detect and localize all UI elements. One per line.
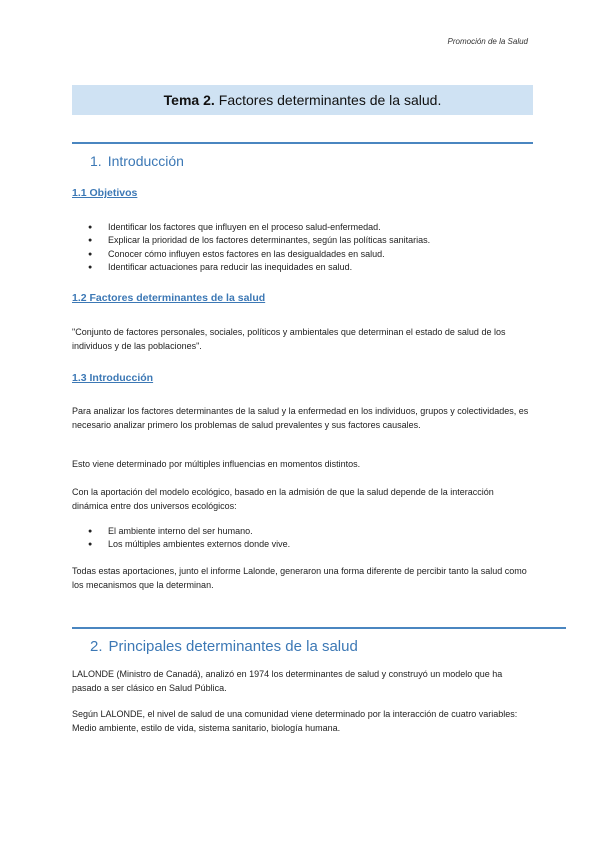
- paragraph: LALONDE (Ministro de Canadá), analizó en 1974 los determinantes de salud y construyó un modelo que ha pasado a ser clásico en Salud Pública.: [72, 669, 503, 693]
- section-divider: [72, 627, 566, 629]
- running-header: Promoción de la Salud: [447, 37, 528, 46]
- list-item: ● Identificar actuaciones para reducir las inequidades en salud.: [88, 261, 430, 274]
- section-1-number: 1.: [90, 153, 102, 169]
- section-1-title: Introducción: [107, 153, 184, 169]
- section-2-heading: [90, 638, 358, 655]
- list-item: ● Los múltiples ambientes externos donde vive.: [88, 538, 290, 551]
- paragraph: Esto viene determinado por múltiples influencias en momentos distintos.: [72, 459, 361, 469]
- paragraph: Según LALONDE, el nivel de salud de una comunidad viene determinado por la interacción de cuatro variables: Medio ambiente, estilo de vida, sistema sanitario, biología humana.: [72, 709, 518, 733]
- paragraph: Para analizar los factores determinantes de la salud y la enfermedad en los individuos, grupos y colectividades, es necesario analizar primero los problemas de salud prevalentes y sus factores causales.: [72, 406, 529, 430]
- list-item: ● Explicar la prioridad de los factores determinantes, según las políticas sanitarias.: [88, 234, 430, 247]
- list-item: ● El ambiente interno del ser humano.: [88, 525, 290, 538]
- paragraph: Con la aportación del modelo ecológico, basado en la admisión de que la salud depende de la interacción dinámica entre dos universos ecológicos:: [72, 487, 494, 511]
- section-1-heading: [90, 153, 184, 169]
- list-item: ● Identificar los factores que influyen en el proceso salud-enfermedad.: [88, 221, 430, 234]
- section-2-title: Principales determinantes de la salud: [108, 638, 358, 655]
- definition-quote: "Conjunto de factores personales, sociales, políticos y ambientales que determinan el estado de salud de los individuos y de las poblaciones".: [72, 327, 506, 351]
- topic-title-box: [72, 85, 533, 115]
- section-divider: [72, 142, 533, 144]
- subsection-1-1-heading: 1.1 Objetivos: [72, 187, 138, 199]
- paragraph: Todas estas aportaciones, junto el informe Lalonde, generaron una forma diferente de percibir tanto la salud como los mecanismos que la determinan.: [72, 566, 527, 590]
- section-2-number: 2.: [90, 638, 103, 655]
- objectives-list: [88, 221, 430, 275]
- topic-number: Tema 2.: [163, 92, 215, 108]
- list-item: ● Conocer cómo influyen estos factores en las desigualdades en salud.: [88, 248, 430, 261]
- topic-title: Factores determinantes de la salud.: [218, 92, 442, 108]
- subsection-1-2-heading: 1.2 Factores determinantes de la salud: [72, 292, 266, 304]
- ecological-list: [88, 525, 290, 552]
- subsection-1-3-heading: 1.3 Introducción: [72, 372, 154, 384]
